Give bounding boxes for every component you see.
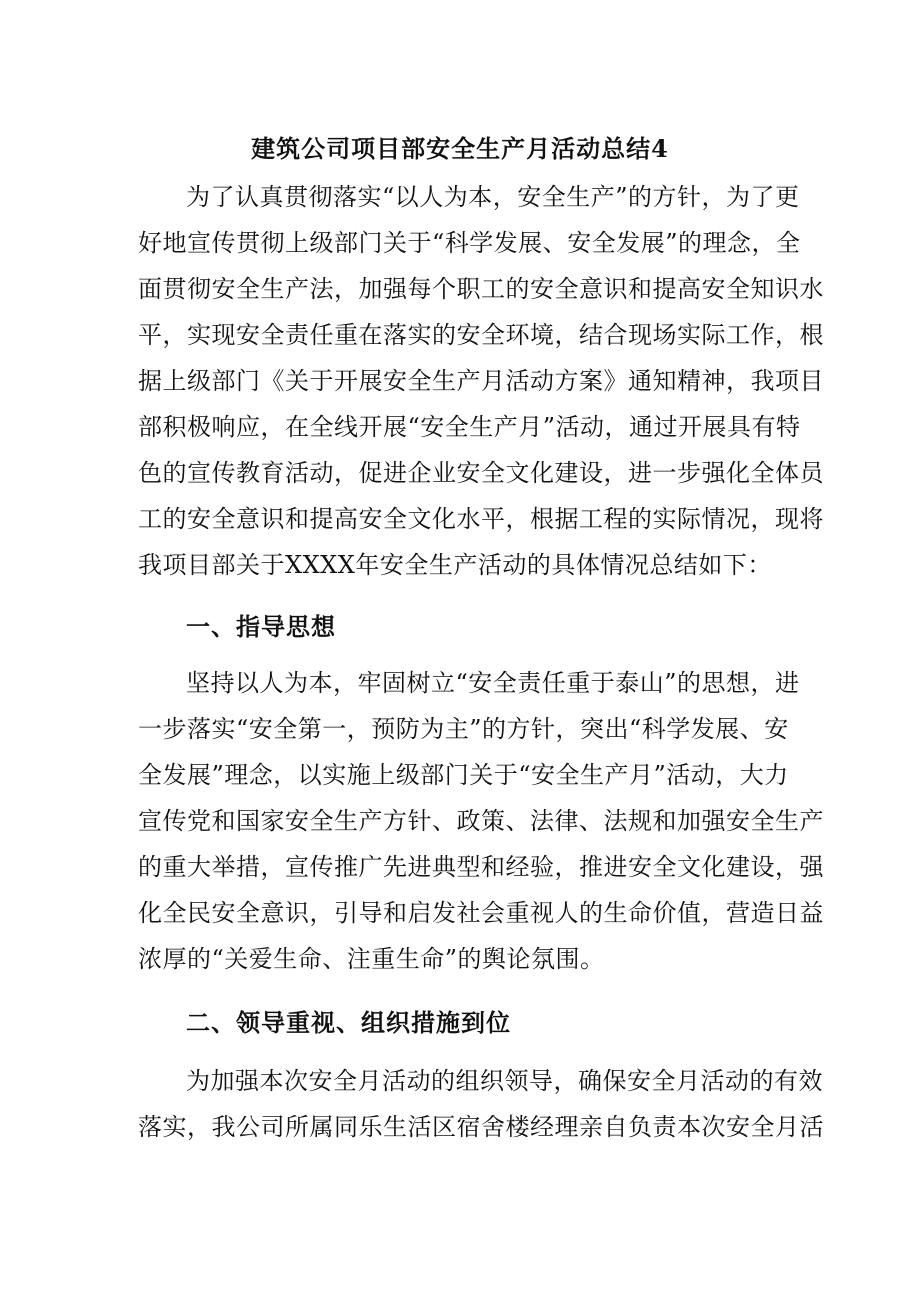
intro-line: 面贯彻安全生产法，加强每个职工的安全意识和提高安全知识水 [138, 275, 824, 303]
intro-line: 工的安全意识和提高安全文化水平，根据工程的实际情况，现将 [138, 505, 824, 533]
section1-line: 化全民安全意识，引导和启发社会重视人的生命价值，营造日益 [138, 899, 824, 927]
intro-line: 部积极响应，在全线开展“安全生产月”活动，通过开展具有特 [138, 413, 801, 441]
intro-line: 平，实现安全责任重在落实的安全环境，结合现场实际工作，根 [138, 321, 824, 349]
intro-line: 为了认真贯彻落实“以人为本，安全生产”的方针，为了更 [186, 183, 800, 211]
section1-line: 全发展”理念，以实施上级部门关于“安全生产月”活动，大力 [138, 761, 789, 789]
intro-line: 据上级部门《关于开展安全生产月活动方案》通知精神，我项目 [138, 367, 824, 395]
section1-line: 宣传党和国家安全生产方针、政策、法律、法规和加强安全生产 [138, 807, 824, 835]
intro-line: 好地宣传贯彻上级部门关于“科学发展、安全发展”的理念，全 [138, 229, 801, 257]
section1-line: 浓厚的“关爱生命、注重生命”的舆论氛围。 [138, 945, 605, 973]
section1-line: 的重大举措，宣传推广先进典型和经验，推进安全文化建设，强 [138, 853, 824, 881]
section2-line: 为加强本次安全月活动的组织领导，确保安全月活动的有效 [186, 1067, 823, 1095]
document-title: 建筑公司项目部安全生产月活动总结4 [251, 134, 669, 163]
section1-line: 坚持以人为本，牢固树立“安全责任重于泰山”的思想，进 [186, 669, 800, 697]
intro-line: 色的宣传教育活动，促进企业安全文化建设，进一步强化全体员 [138, 459, 824, 487]
intro-line: 我项目部关于XXXX年安全生产活动的具体情况总结如下： [138, 551, 772, 579]
section-heading-guiding-ideology: 一、指导思想 [186, 612, 336, 641]
section-heading-leadership: 二、领导重视、组织措施到位 [186, 1008, 511, 1037]
section2-line: 落实，我公司所属同乐生活区宿舍楼经理亲自负责本次安全月活 [138, 1113, 824, 1141]
section1-line: 一步落实“安全第一，预防为主”的方针，突出“科学发展、安 [138, 715, 789, 743]
